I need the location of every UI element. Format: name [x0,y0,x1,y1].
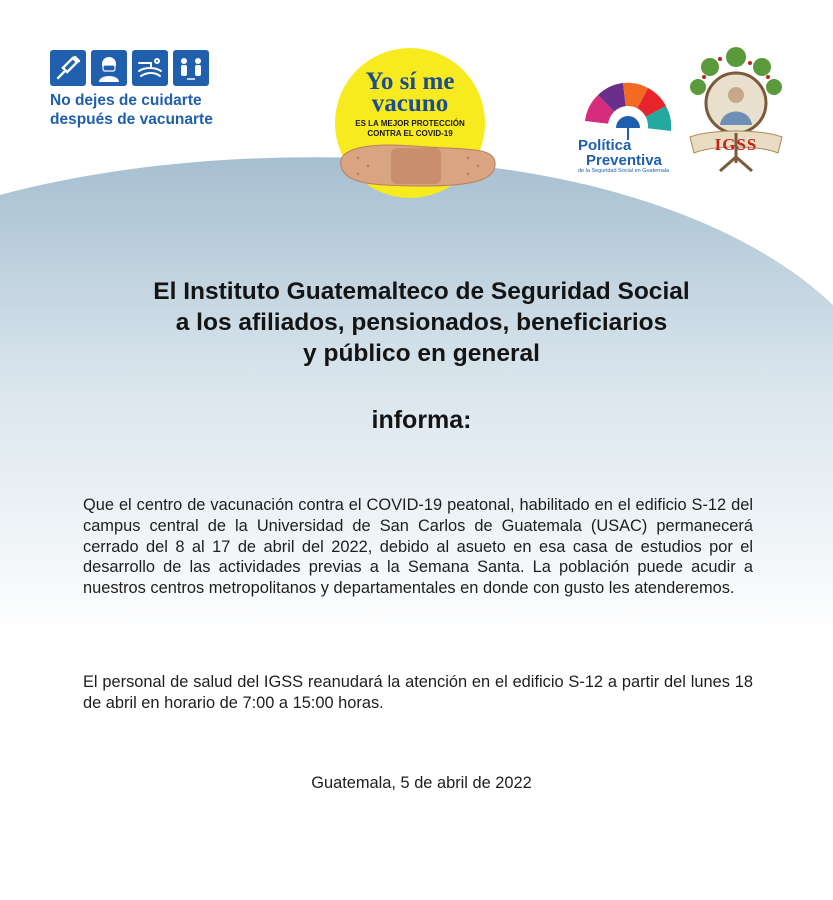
title-line-2: a los afiliados, pensionados, beneficiarios [175,309,668,336]
slogan-line-1: No dejes de cuidarte [50,92,202,109]
politica-logo-text [578,138,688,168]
vaccine-syringe-icon [50,50,86,86]
face-mask-icon [91,50,127,86]
hand-washing-icon [132,50,168,86]
notice-paragraph-2: El personal de salud del IGSS reanudará la atención en el edificio S-12 a partir del lunes 18 de abril en horario de 7:00 a 15:00 horas. [83,673,753,712]
social-distance-icon [173,50,209,86]
title-line-1: El Instituto Guatemalteco de Seguridad Social [153,278,690,305]
slogan [50,91,240,129]
sticker-sub-2: CONTRA EL COVID-19 [367,129,453,138]
sticker-sub-1: ES LA MEJOR PROTECCIÓN [355,119,465,128]
vaccine-sticker [335,48,495,208]
sticker-line-2: vacuno [371,90,449,117]
igss-logo-text: IGSS [714,135,758,154]
notice-paragraph-1: Que el centro de vacunación contra el COVID-19 peatonal, habilitado en el edificio S-12 del campus central de la Universidad de San Carlos de Guatemala (USAC) permanecerá cerrado del 8 al 17 de abril del 2022, debido al asueto en esa casa de estudios por el desarrollo de las actividades previas a la Semana Santa. La población puede acudir a nuestros centros metropolitanos y departamentales en donde con gusto les atenderemos. [83,496,753,598]
informa-heading: informa: [371,406,472,434]
politica-line-2: Preventiva [586,152,662,169]
prevention-icon-row [50,50,209,86]
bandage-icon [333,136,498,196]
title-line-3: y público en general [303,340,540,367]
slogan-line-2: después de vacunarte [50,111,213,128]
igss-logo-icon [680,45,792,177]
politica-line-1: Política [578,137,632,154]
notice-title [60,276,783,369]
sticker-line-1: Yo sí me [365,68,455,95]
politica-footer: de la Seguridad Social en Guatemala [578,168,670,174]
notice-date: Guatemala, 5 de abril de 2022 [311,774,532,792]
